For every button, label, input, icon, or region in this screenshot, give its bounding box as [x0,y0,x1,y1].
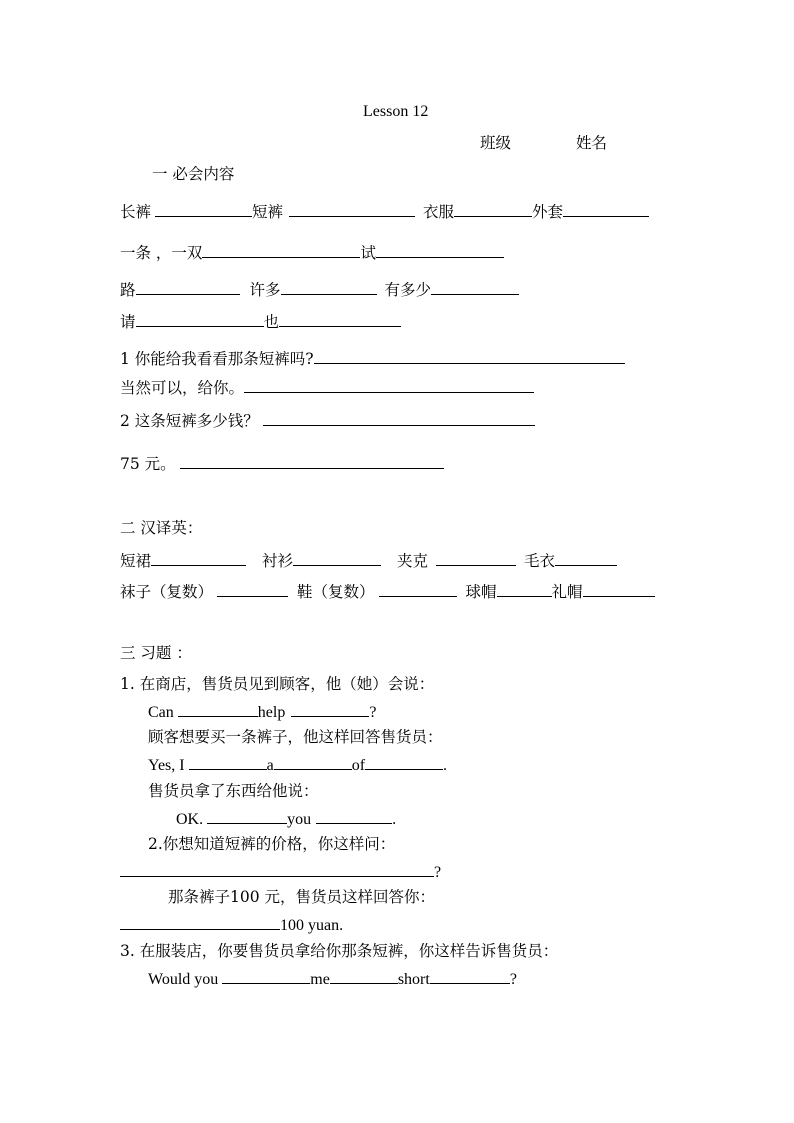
question-1: 1 你能给我看看那条短裤吗? [120,348,625,369]
answer-blank[interactable] [330,968,398,984]
exercise-1: 1. 在商店，售货员见到顾客，他（她）会说： [120,675,435,693]
answer-blank[interactable] [263,410,535,426]
vocab-row-4: 请 也 [120,311,401,332]
vocab-row-2: 一条 ，一双 试 [120,242,504,263]
answer-blank[interactable] [365,754,443,770]
section1-heading: 一 必会内容 [152,165,235,183]
answer-blank[interactable] [314,348,625,364]
section3-heading: 三 习题 ： [120,644,192,662]
translate-row-2: 袜子（复数） 鞋（复数） 球帽 礼帽 [120,581,655,602]
answer-2: 75 元。 [120,453,444,474]
exercise-2: 2.你想知道短裤的价格，你这样问： [148,835,396,853]
answer-blank[interactable] [151,550,246,566]
exercise-3: 3. 在服装店，你要售货员拿给你那条短裤，你这样告诉售货员： [120,942,559,960]
answer-blank[interactable] [178,701,258,717]
answer-blank[interactable] [555,550,617,566]
answer-blank[interactable] [189,754,267,770]
vocab-row-3: 路 许多 有多少 [120,279,519,300]
answer-blank[interactable] [431,279,519,295]
exercise-3-line: Would you me short ? [148,968,517,990]
vocab-row-1: 长裤 短裤 衣服 外套 [120,201,649,222]
answer-blank[interactable] [217,581,288,597]
answer-blank[interactable] [180,453,444,469]
answer-blank[interactable] [430,968,510,984]
answer-blank[interactable] [120,914,280,930]
answer-blank[interactable] [281,279,377,295]
exercise-2-reply: 100 yuan. [120,914,343,936]
answer-blank[interactable] [293,550,381,566]
answer-1: 当然可以，给你。 [120,377,534,398]
answer-blank[interactable] [583,581,655,597]
answer-blank[interactable] [291,701,369,717]
answer-blank[interactable] [279,311,401,327]
exercise-1-note: 顾客想要买一条裤子，他这样回答售货员： [148,728,443,746]
answer-blank[interactable] [274,754,352,770]
answer-blank[interactable] [244,377,534,393]
answer-blank[interactable] [436,550,516,566]
answer-blank[interactable] [120,861,434,877]
answer-blank[interactable] [454,201,532,217]
answer-blank[interactable] [155,201,252,217]
question-2: 2 这条短裤多少钱？ [120,410,535,431]
answer-blank[interactable] [316,808,392,824]
exercise-1-note-2: 售货员拿了东西给他说： [148,782,319,800]
exercise-1-line: Can help ? [148,701,376,723]
answer-blank[interactable] [136,311,264,327]
exercise-1-reply: Yes, I a of . [148,754,447,776]
answer-blank[interactable] [207,808,287,824]
name-label: 姓名 [576,134,608,152]
exercise-2-line: ? [120,861,441,883]
answer-blank[interactable] [222,968,310,984]
answer-blank[interactable] [136,279,240,295]
page-title: Lesson 12 [363,103,429,120]
exercise-1-reply-2: OK. you . [176,808,396,830]
section2-heading: 二 汉译英： [120,519,203,537]
answer-blank[interactable] [289,201,415,217]
answer-blank[interactable] [379,581,457,597]
answer-blank[interactable] [376,242,504,258]
translate-row-1: 短裙 衬衫 夹克 毛衣 [120,550,617,571]
answer-blank[interactable] [497,581,552,597]
class-label: 班级 [480,134,512,152]
answer-blank[interactable] [563,201,649,217]
answer-blank[interactable] [202,242,360,258]
exercise-2-note: 那条裤子100 元，售货员这样回答你： [168,888,436,906]
